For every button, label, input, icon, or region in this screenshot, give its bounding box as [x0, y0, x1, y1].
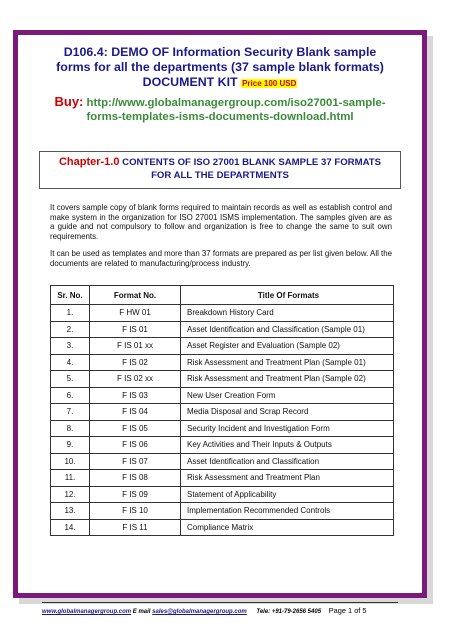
cell-title: Asset Register and Evaluation (Sample 02) [181, 338, 394, 355]
header-format-no: Format No. [90, 286, 181, 305]
cell-title: Asset Identification and Classification (Sample 01) [181, 321, 394, 338]
intro-paragraph-1: It covers sample copy of blank forms required to maintain records as well as establish control and make system in the organization for ISO 27001 ISMS implementation. The samples given are as a guide and not compulsory to follow and organization is free to change the same to suit own requirements. [50, 203, 392, 241]
cell-format-no: F IS 02 [90, 354, 181, 371]
table-row [51, 503, 394, 520]
chapter-title-line-1: CONTENTS OF ISO 27001 BLANK SAMPLE 37 FORMATS [122, 157, 382, 168]
cell-title: Risk Assessment and Treatment Plan (Sample 01) [181, 354, 394, 371]
cell-format-no: F IS 08 [90, 470, 181, 487]
footer-website-link[interactable]: www.globalmanagergroup.com [42, 609, 132, 615]
page-number: Page 1 of 5 [328, 606, 367, 615]
cell-format-no: F IS 06 [90, 437, 181, 454]
buy-label: Buy: [54, 94, 84, 109]
footer-email-link[interactable]: sales@globalmanagergroup.com [152, 609, 247, 615]
cell-format-no: F IS 05 [90, 420, 181, 437]
cell-format-no: F IS 01 xx [90, 338, 181, 355]
table-row [51, 437, 394, 454]
cell-sr-no: 3. [51, 338, 90, 355]
header-sr-no: Sr. No. [51, 286, 90, 305]
cell-format-no: F IS 03 [90, 387, 181, 404]
title-line-2: forms for all the departments (37 sample blank formats) [56, 60, 384, 74]
formats-table [50, 285, 394, 536]
table-row [51, 354, 394, 371]
page-footer [42, 606, 402, 615]
buy-section [18, 95, 422, 124]
intro-paragraph-2: It can be used as templates and more than 37 formats are prepared as per list given below. All the documents are related to manufacturing/process industry. [50, 249, 392, 268]
cell-title: Breakdown History Card [181, 305, 394, 322]
table-row [51, 371, 394, 388]
chapter-heading [39, 151, 401, 189]
cell-title: New User Creation Form [181, 387, 394, 404]
title-line-1: D106.4: DEMO OF Information Security Blank sample [63, 45, 377, 59]
cell-title: Key Activities and Their Inputs & Outputs [181, 437, 394, 454]
cell-title: Asset Identification and Classification [181, 453, 394, 470]
document-page [13, 30, 427, 615]
cell-sr-no: 12. [51, 486, 90, 503]
document-header [18, 45, 422, 124]
buy-link-line-1[interactable]: http://www.globalmanagergroup.com/iso27001-sample- [86, 97, 386, 109]
cell-sr-no: 6. [51, 387, 90, 404]
cell-title: Statement of Applicability [181, 486, 394, 503]
table-header-row [51, 286, 394, 305]
cell-title: Compliance Matrix [181, 519, 394, 536]
cell-sr-no: 11. [51, 470, 90, 487]
table-row [51, 321, 394, 338]
cell-title: Media Disposal and Scrap Record [181, 404, 394, 421]
cell-sr-no: 14. [51, 519, 90, 536]
cell-title: Risk Assessment and Treatment Plan (Sample 02) [181, 371, 394, 388]
table-row [51, 305, 394, 322]
table-row [51, 519, 394, 536]
cell-sr-no: 13. [51, 503, 90, 520]
cell-format-no: F IS 01 [90, 321, 181, 338]
cell-format-no: F IS 04 [90, 404, 181, 421]
table-row [51, 404, 394, 421]
cell-sr-no: 8. [51, 420, 90, 437]
cell-title: Security Incident and Investigation Form [181, 420, 394, 437]
table-row [51, 453, 394, 470]
cell-sr-no: 5. [51, 371, 90, 388]
cell-format-no: F IS 10 [90, 503, 181, 520]
document-kit-label: DOCUMENT KIT [142, 75, 238, 89]
header-title: Title Of Formats [181, 286, 394, 305]
cell-sr-no: 2. [51, 321, 90, 338]
table-row [51, 338, 394, 355]
cell-format-no: F IS 02 xx [90, 371, 181, 388]
cell-format-no: F IS 09 [90, 486, 181, 503]
table-row [51, 420, 394, 437]
table-row [51, 470, 394, 487]
cell-sr-no: 10. [51, 453, 90, 470]
cell-sr-no: 7. [51, 404, 90, 421]
cell-format-no: F IS 11 [90, 519, 181, 536]
buy-link-line-2[interactable]: forms-templates-isms-documents-download.html [86, 111, 354, 123]
document-title [18, 45, 422, 91]
cell-format-no: F HW 01 [90, 305, 181, 322]
chapter-label: Chapter-1.0 [58, 156, 120, 168]
footer-divider [42, 602, 398, 603]
chapter-title-line-2: FOR ALL THE DEPARTMENTS [151, 170, 289, 181]
cell-title: Implementation Recommended Controls [181, 503, 394, 520]
cell-title: Risk Assessment and Treatment Plan [181, 470, 394, 487]
title-line-3 [18, 75, 422, 91]
table-row [51, 387, 394, 404]
cell-format-no: F IS 07 [90, 453, 181, 470]
footer-email-label: E mail [132, 609, 151, 615]
footer-tele: Tele: +91-79-2656 5405 [256, 609, 322, 615]
cell-sr-no: 9. [51, 437, 90, 454]
cell-sr-no: 1. [51, 305, 90, 322]
cell-sr-no: 4. [51, 354, 90, 371]
table-row [51, 486, 394, 503]
price-badge: Price 100 USD [242, 79, 297, 88]
